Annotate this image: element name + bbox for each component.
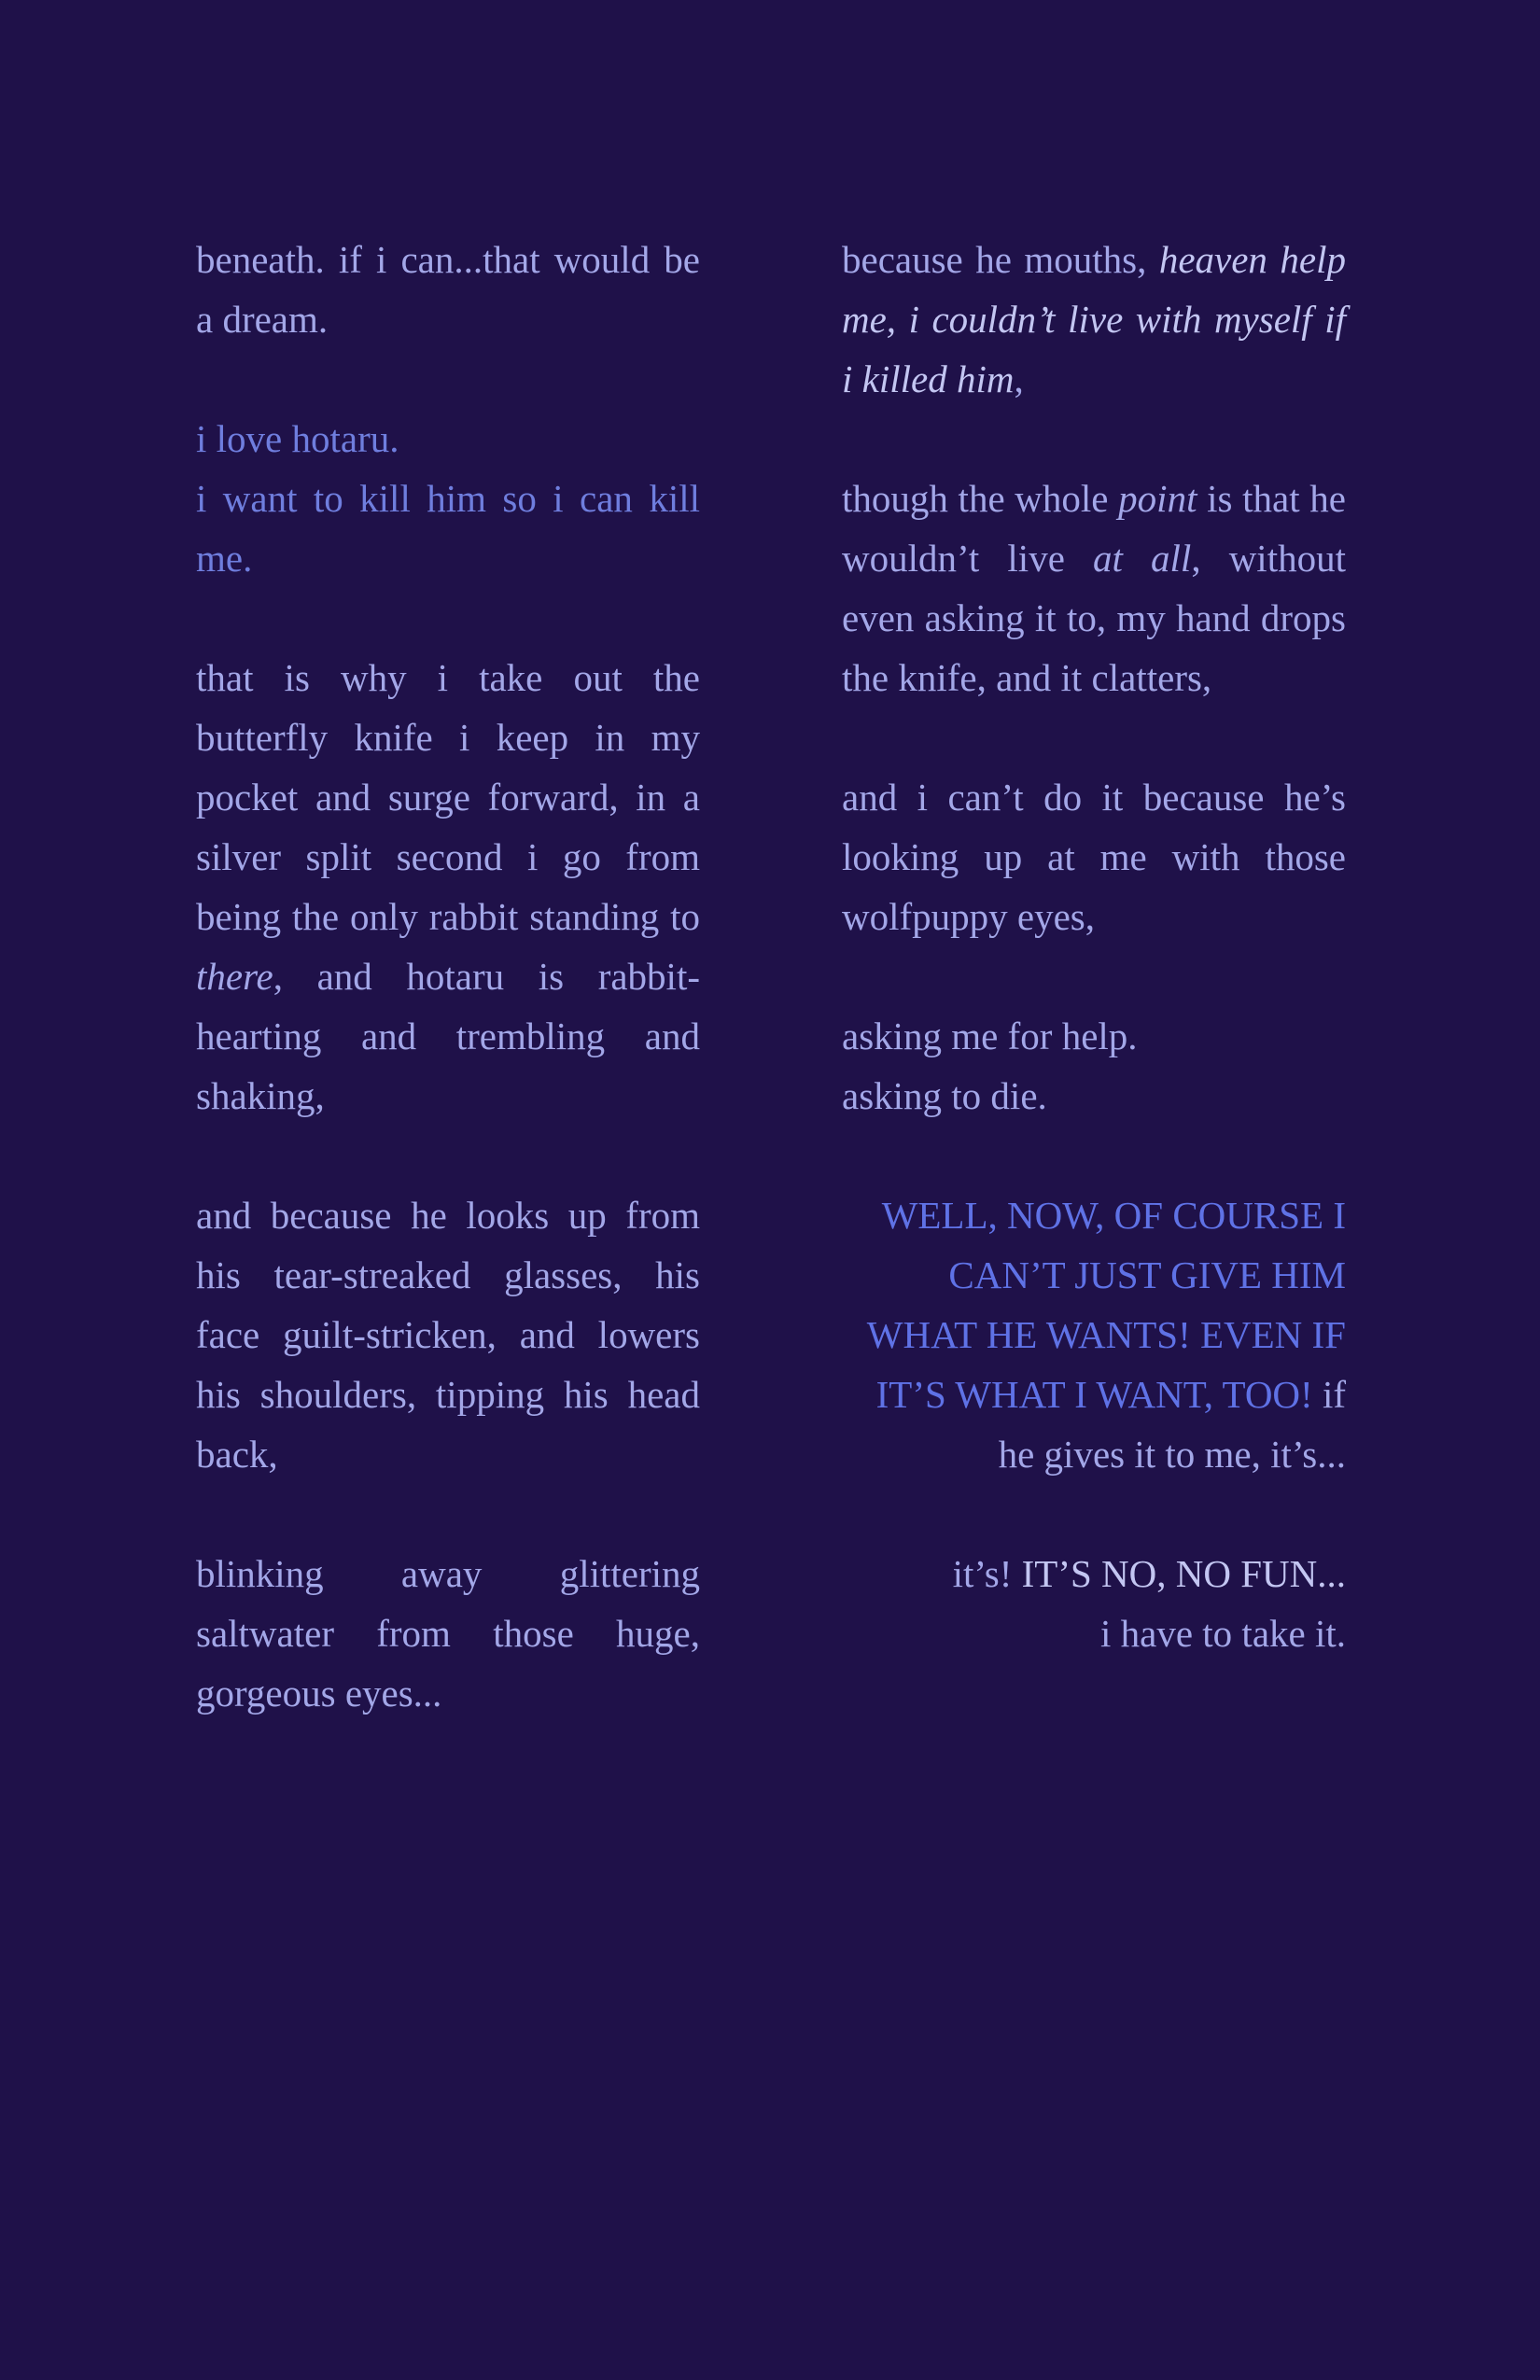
text-looks-up: and because he looks up from his tear-streaked glasses, his face guilt-stricken, and lowers his shoulders, tipping his head back, bbox=[196, 1194, 700, 1476]
text-well-now-caps: WELL, NOW, OF COURSE I CAN’T JUST GIVE HIM WHAT HE WANTS! EVEN IF IT’S WHAT I WANT, TOO! bbox=[866, 1194, 1346, 1416]
text-blinking: blinking away glittering saltwater from those huge, gorgeous eyes... bbox=[196, 1552, 700, 1715]
paragraph-no-fun bbox=[842, 1544, 1346, 1663]
line-love-hotaru: i love hotaru. bbox=[196, 417, 399, 460]
text-butterfly-knife-b: , and hotaru is rabbit-hearting and trembling and shaking, bbox=[196, 955, 700, 1117]
paragraph-whole-point bbox=[842, 469, 1346, 707]
paragraph-butterfly-knife bbox=[196, 648, 700, 1126]
text-point-italic: point bbox=[1118, 477, 1197, 520]
paragraph-mouths bbox=[842, 230, 1346, 409]
paragraph-love-hotaru bbox=[196, 409, 700, 588]
text-at-all-italic: at all bbox=[1093, 537, 1192, 580]
line-asking-die: asking to die. bbox=[842, 1074, 1047, 1117]
text-mouths-b: , bbox=[1014, 357, 1024, 400]
paragraph-blinking bbox=[196, 1544, 700, 1723]
paragraph-wolfpuppy bbox=[842, 767, 1346, 946]
line-take-it: i have to take it. bbox=[1100, 1612, 1346, 1655]
line-want-to-kill: i want to kill him so i can kill me. bbox=[196, 477, 700, 580]
text-point-c: , without even asking it to, my hand drops the knife, and it clatters, bbox=[842, 537, 1346, 699]
text-heaven-help-italic: heaven help me, i couldn’t live with myself if i killed him bbox=[842, 238, 1346, 400]
paragraph-well-now bbox=[842, 1185, 1346, 1484]
right-column bbox=[842, 230, 1346, 1723]
paragraph-asking bbox=[842, 1006, 1346, 1126]
text-if-he-gives: if he gives it to me, it’s... bbox=[998, 1373, 1346, 1476]
text-there-italic: there bbox=[196, 955, 273, 998]
text-point-b: is that he wouldn’t live bbox=[842, 477, 1346, 580]
text-wolfpuppy: and i can’t do it because he’s looking up at me with those wolfpuppy eyes, bbox=[842, 776, 1346, 938]
text-butterfly-knife-a: that is why i take out the butterfly knife i keep in my pocket and surge forward, in a silver split second i go from being the only rabbit standing to bbox=[196, 656, 700, 938]
text-beneath: beneath. if i can...that would be a dream. bbox=[196, 238, 700, 341]
text-mouths-a: because he mouths, bbox=[842, 238, 1159, 281]
left-column bbox=[196, 230, 700, 1783]
paragraph-beneath bbox=[196, 230, 700, 349]
paragraph-looks-up bbox=[196, 1185, 700, 1484]
text-no-fun-caps: IT’S NO, NO FUN... bbox=[1021, 1552, 1346, 1595]
text-point-a: though the whole bbox=[842, 477, 1119, 520]
line-asking-help: asking me for help. bbox=[842, 1015, 1138, 1057]
text-its: it’s! bbox=[952, 1552, 1022, 1595]
